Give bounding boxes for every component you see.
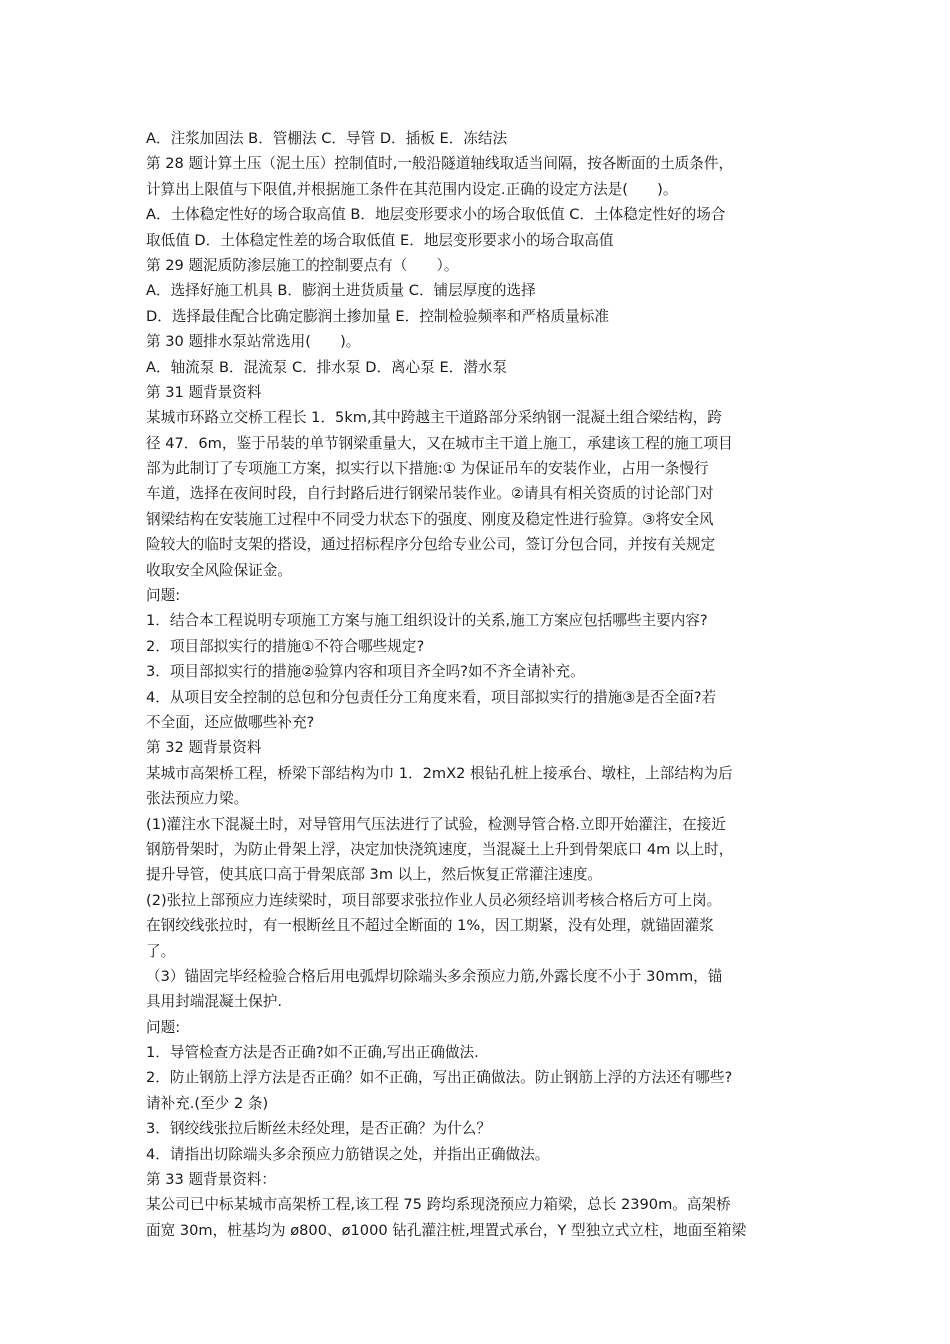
text-line: 不全面，还应做哪些补充?: [146, 713, 315, 731]
text-line: 第 30 题排水泵站常选用( )。: [146, 333, 361, 351]
text-line: 径 47．6m，鉴于吊装的单节钢梁重量大，又在城市主干道上施工，承建该工程的施工项目: [146, 434, 733, 452]
text-line: 4．从项目安全控制的总包和分包责任分工角度来看，项目部拟实行的措施③是否全面?若: [146, 688, 717, 706]
text-line: A．土体稳定性好的场合取高值 B．地层变形要求小的场合取低值 C．土体稳定性好的场合: [146, 206, 726, 224]
text-line: 3．钢绞线张拉后断丝未经处理，是否正确？为什么？: [146, 1120, 491, 1138]
text-line: 面宽 30m，桩基均为 ø800、ø1000 钻孔灌注桩,埋置式承台，Y 型独立式立柱，地面至箱梁: [146, 1221, 747, 1239]
text-line: 2．项目部拟实行的措施①不符合哪些规定?: [146, 637, 425, 655]
text-line: 4．请指出切除端头多余预应力筋错误之处，并指出正确做法。: [146, 1145, 550, 1163]
text-line: 第 33 题背景资料：: [146, 1171, 277, 1189]
text-line: A．选择好施工机具 B．膨润土进货质量 C．铺层厚度的选择: [146, 282, 536, 300]
text-line: 问题:: [146, 1018, 181, 1036]
text-line: 收取安全风险保证金。: [146, 561, 292, 579]
text-line: (1)灌注水下混凝土时，对导管用气压法进行了试验，检测导管合格.立即开始灌注，在接近: [146, 815, 726, 833]
text-line: 取低值 D．土体稳定性差的场合取低值 E．地层变形要求小的场合取高值: [146, 231, 614, 249]
text-line: 3．项目部拟实行的措施②验算内容和项目齐全吗?如不齐全请补充。: [146, 663, 585, 681]
text-line: 1．导管检查方法是否正确?如不正确,写出正确做法.: [146, 1044, 479, 1062]
text-line: 2．防止钢筋上浮方法是否正确？如不正确，写出正确做法。防止钢筋上浮的方法还有哪些?: [146, 1069, 733, 1087]
text-line: （3）锚固完毕经检验合格后用电弧焊切除端头多余预应力筋,外露长度不小于 30mm，锚: [146, 967, 723, 985]
text-line: A．轴流泵 B．混流泵 C．排水泵 D．离心泵 E．潜水泵: [146, 358, 508, 376]
text-line: 第 28 题计算土压（泥土压）控制值时,一般沿隧道轴线取适当间隔，按各断面的土质条件，: [146, 155, 734, 173]
text-line: 第 31 题背景资料: [146, 383, 262, 401]
text-line: 车道，选择在夜间时段，自行封路后进行钢梁吊装作业。②请具有相关资质的讨论部门对: [146, 485, 714, 503]
text-line: 第 29 题泥质防渗层施工的控制要点有（ ）。: [146, 256, 459, 274]
text-line: 某城市高架桥工程，桥梁下部结构为巾 1．2mX2 根钻孔桩上接承台、墩柱，上部结构为后: [146, 764, 733, 782]
text-line: 钢筋骨架时，为防止骨架上浮，决定加快浇筑速度，当混凝土上升到骨架底口 4m 以上时，: [146, 840, 734, 858]
text-line: D．选择最佳配合比确定膨润土掺加量 E．控制检验频率和严格质量标准: [146, 307, 609, 325]
text-line: 第 32 题背景资料: [146, 739, 262, 757]
text-line: (2)张拉上部预应力连续梁时，项目部要求张拉作业人员必须经培训考核合格后方可上岗。: [146, 891, 722, 909]
text-line: 了。: [146, 942, 176, 960]
text-line: 某公司已中标某城市高架桥工程,该工程 75 跨均系现浇预应力箱梁，总长 2390m。高架桥: [146, 1196, 731, 1214]
text-line: 计算出上限值与下限值,并根据施工条件在其范围内设定.正确的设定方法是( )。: [146, 180, 678, 198]
text-line: 问题:: [146, 587, 181, 605]
text-line: 提升导管，使其底口高于骨架底部 3m 以上，然后恢复正常灌注速度。: [146, 866, 603, 884]
text-line: 险较大的临时支架的搭设，通过招标程序分包给专业公司，签订分包合同，并按有关规定: [146, 536, 716, 554]
document-body: [146, 126, 810, 1243]
text-line: 某城市环路立交桥工程长 1．5km,其中跨越主干道路部分采纳钢一混凝土组合梁结构，跨: [146, 409, 722, 427]
text-line: 在钢绞线张拉时，有一根断丝且不超过全断面的 1%，因工期紧，没有处理，就锚固灌浆: [146, 917, 714, 935]
text-line: 请补充.(至少 2 条): [146, 1094, 269, 1112]
text-line: 具用封端混凝土保护.: [146, 993, 282, 1011]
text-line: 钢梁结构在安装施工过程中不同受力状态下的强度、刚度及稳定性进行验算。③将安全风: [146, 510, 714, 528]
text-line: 部为此制订了专项施工方案，拟实行以下措施:① 为保证吊车的安装作业，占用一条慢行: [146, 460, 709, 478]
text-line: 1．结合本工程说明专项施工方案与施工组织设计的关系,施工方案应包括哪些主要内容?: [146, 612, 708, 630]
text-line: A．注浆加固法 B．管棚法 C．导管 D．插板 E．冻结法: [146, 130, 508, 147]
text-line: 张法预应力梁。: [146, 790, 249, 808]
